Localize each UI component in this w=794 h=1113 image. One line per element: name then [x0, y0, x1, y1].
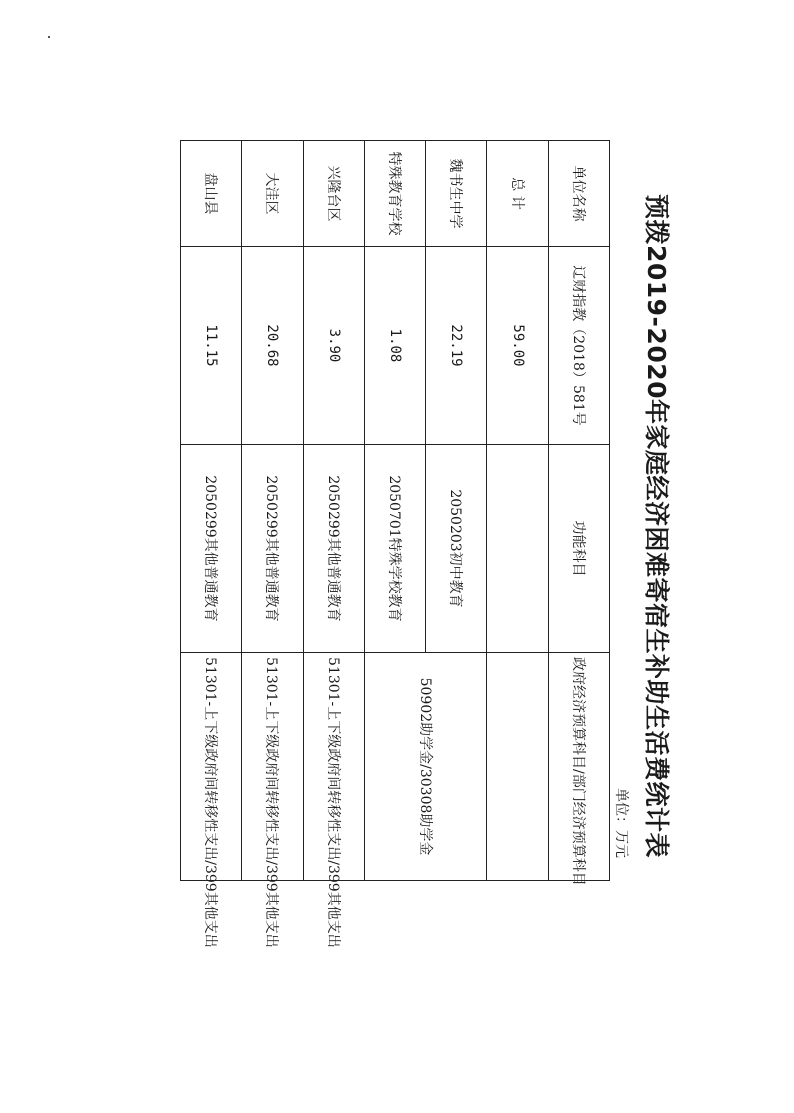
cell-function-subject: 2050299其他普通教育	[303, 445, 364, 653]
table-row	[242, 141, 303, 881]
statistics-table	[180, 140, 610, 948]
cell-amount: 3.90	[303, 247, 364, 445]
cell-function-subject: 2050299其他普通教育	[181, 445, 242, 653]
cell-amount: 11.15	[181, 247, 242, 445]
header-cell-function-subject: 功能科目	[548, 445, 609, 653]
cell-function-subject: 2050203初中教育	[426, 445, 487, 653]
document-title: 预拨2019-2020年家庭经济困难寄宿生补助生活费统计表	[642, 193, 671, 859]
cell-unit-name: 魏书生中学	[426, 141, 487, 247]
cell-amount: 59.00	[487, 247, 548, 445]
cell-economic-subject: 51301-上下级政府间转移性支出/399其他支出	[242, 653, 303, 881]
table-row	[181, 141, 242, 881]
cell-function-subject	[487, 445, 548, 653]
cell-economic-subject	[487, 653, 548, 881]
cell-unit-name: 总 计	[487, 141, 548, 247]
cell-unit-name: 大洼区	[242, 141, 303, 247]
cell-unit-name: 盘山县	[181, 141, 242, 247]
unit-label: 单位：万元	[613, 788, 629, 858]
cell-amount: 20.68	[242, 247, 303, 445]
scan-speck	[48, 36, 50, 38]
cell-unit-name: 特殊教育学校	[364, 141, 425, 247]
cell-economic-subject: 50902助学金/30308助学金	[364, 653, 487, 881]
cell-unit-name: 兴隆台区	[303, 141, 364, 247]
table-row	[303, 141, 364, 881]
cell-function-subject: 2050299其他普通教育	[242, 445, 303, 653]
cell-amount: 22.19	[426, 247, 487, 445]
table-row	[426, 141, 487, 881]
header-row	[548, 141, 609, 881]
cell-economic-subject: 51301-上下级政府间转移性支出/399其他支出	[181, 653, 242, 881]
cell-function-subject: 2050701特殊学校教育	[364, 445, 425, 653]
document-page	[180, 140, 680, 948]
cell-amount: 1.08	[364, 247, 425, 445]
table-row-total	[487, 141, 548, 881]
cell-economic-subject: 51301-上下级政府间转移性支出/399其他支出	[303, 653, 364, 881]
header-cell-document-number: 辽财指教（2018）581号	[548, 247, 609, 445]
header-cell-unit-name: 单位名称	[548, 141, 609, 247]
header-cell-economic-subject: 政府经济预算科目/部门经济预算科目	[548, 653, 609, 881]
